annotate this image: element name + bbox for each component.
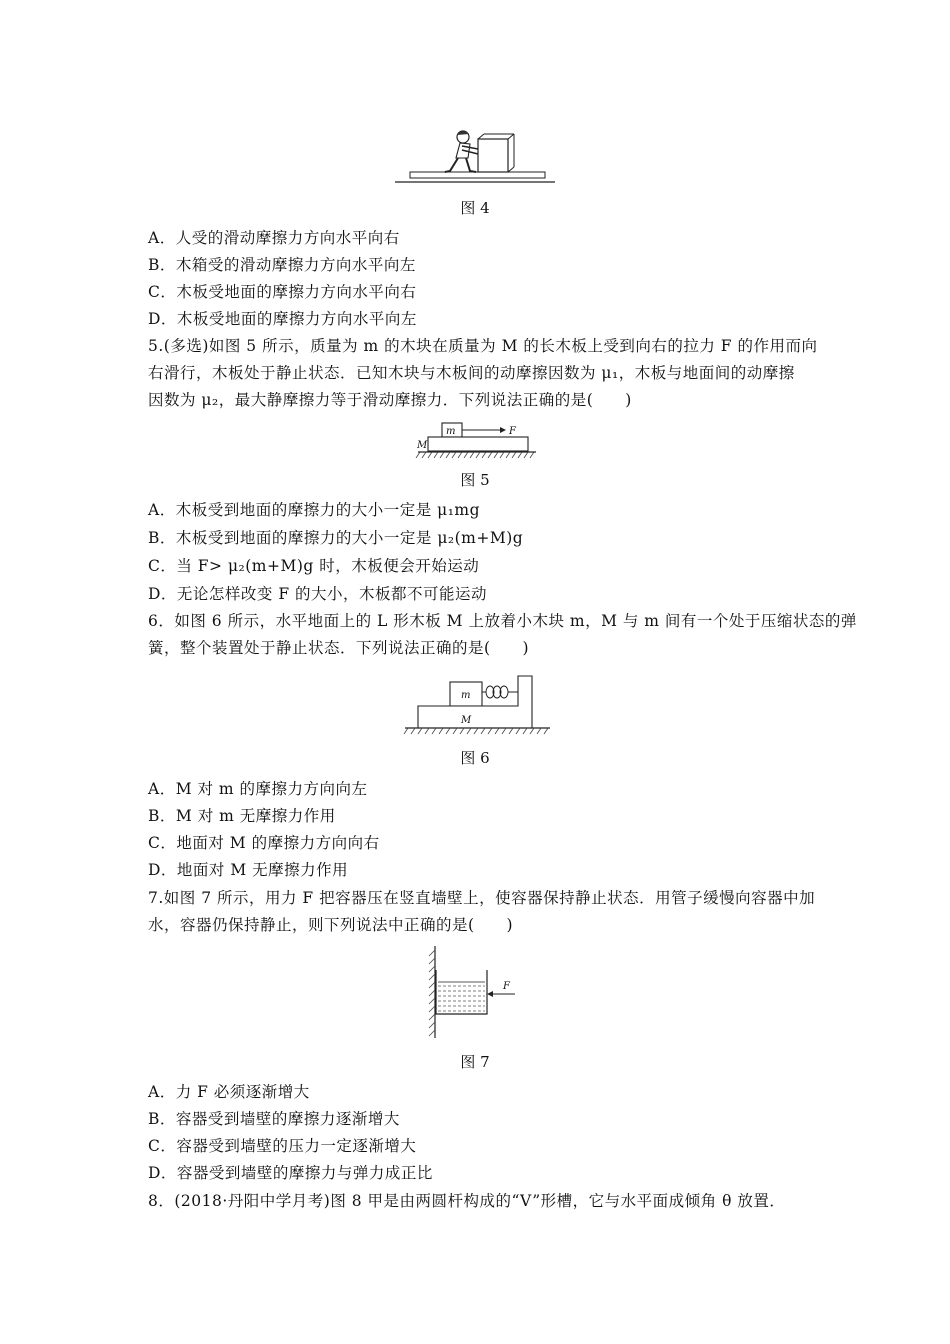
q7-option-d: D．容器受到墙壁的摩擦力与弹力成正比 [148,1164,433,1182]
figure-5 [410,417,540,469]
q5-stem-line-2: 右滑行，木板处于静止状态．已知木块与木板间的动摩擦因数为 μ₁，木板与地面间的动摩擦 [148,364,795,382]
figure-6 [400,672,555,742]
figure-5-drawing [410,417,540,465]
figure-5-caption: 图 5 [460,471,490,489]
q7-option-b: B．容器受到墙壁的摩擦力逐渐增大 [148,1110,400,1128]
q7-stem-line-1: 7.如图 7 所示，用力 F 把容器压在竖直墙壁上，使容器保持静止状态．用管子缓慢向容器中加 [148,889,816,907]
figure-7 [425,944,525,1044]
figure-4-drawing [390,125,560,187]
q4-option-d: D．木板受地面的摩擦力方向水平向左 [148,310,417,328]
q7-option-c: C．容器受到墙壁的压力一定逐渐增大 [148,1137,417,1155]
q5-option-d: D．无论怎样改变 F 的大小，木板都不可能运动 [148,585,488,603]
q5-option-c: C．当 F> μ₂(m+M)g 时，木板便会开始运动 [148,557,480,575]
q6-stem-line-1: 6．如图 6 所示，水平地面上的 L 形木板 M 上放着小木块 m，M 与 m 间有一个处于压缩状态的弹 [148,612,857,630]
q5-stem-line-1: 5.(多选)如图 5 所示，质量为 m 的木块在质量为 M 的长木板上受到向右的拉力 F 的作用而向 [148,337,818,355]
figure-7-drawing [425,944,525,1040]
q8-stem-line-1: 8．(2018·丹阳中学月考)图 8 甲是由两圆杆构成的“V”形槽，它与水平面成倾角 θ 放置． [148,1192,786,1210]
fig6-label-M: M [461,715,472,726]
fig5-label-M: M [417,440,428,451]
q5-stem-line-3: 因数为 μ₂，最大静摩擦力等于滑动摩擦力．下列说法正确的是( ) [148,391,632,409]
q6-stem-line-2: 簧，整个装置处于静止状态．下列说法正确的是( ) [148,639,530,657]
fig6-label-m: m [461,690,471,701]
figure-7-caption: 图 7 [460,1053,490,1071]
q6-option-d: D．地面对 M 无摩擦力作用 [148,861,349,879]
figure-4-caption: 图 4 [460,199,490,217]
q6-option-a: A．M 对 m 的摩擦力方向向左 [148,780,368,798]
fig5-label-F: F [509,426,516,437]
q6-option-b: B．M 对 m 无摩擦力作用 [148,807,336,825]
fig5-label-m: m [446,426,456,437]
q7-stem-line-2: 水，容器仍保持静止，则下列说法中正确的是( ) [148,916,514,934]
figure-6-caption: 图 6 [460,749,490,767]
q4-option-c: C．木板受地面的摩擦力方向水平向右 [148,283,417,301]
q5-option-b: B．木板受到地面的摩擦力的大小一定是 μ₂(m+M)g [148,529,524,547]
fig7-label-F: F [503,981,510,992]
q5-option-a: A．木板受到地面的摩擦力的大小一定是 μ₁mg [148,501,481,519]
figure-6-drawing [400,672,555,738]
q7-option-a: A．力 F 必须逐渐增大 [148,1083,310,1101]
figure-4 [390,125,560,191]
q4-option-a: A．人受的滑动摩擦力方向水平向右 [148,229,400,247]
q4-option-b: B．木箱受的滑动摩擦力方向水平向左 [148,256,416,274]
q6-option-c: C．地面对 M 的摩擦力方向向右 [148,834,380,852]
